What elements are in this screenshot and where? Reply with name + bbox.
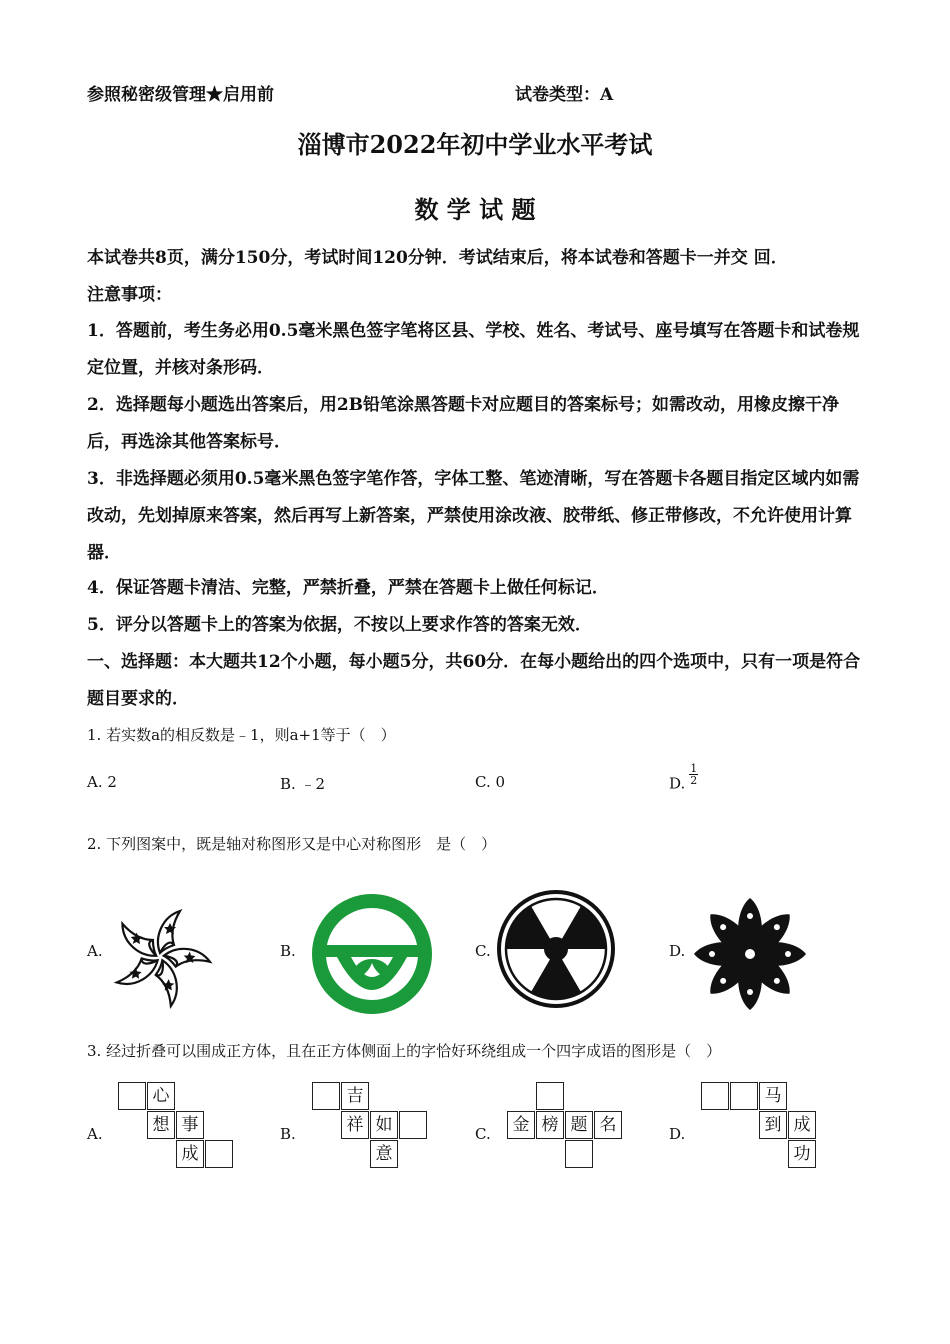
note-2: 2．选择题每小题选出答案后，用2B铅笔涂黑答题卡对应题目的答案标号；如需改动，用橡皮擦干净后，再选涂其他答案标号． [87,395,840,452]
net-cell: 成 [176,1140,204,1168]
q1-option-d[interactable] [669,762,698,796]
q1-option-c[interactable]: C. 0 [475,773,506,791]
net-cell-blank [205,1140,233,1168]
q3-option-d[interactable]: D. [669,1125,686,1143]
q3-stem: 3. 经过折叠可以围成正方体，且在正方体侧面上的字恰好环绕组成一个四字成语的图形是（ ） [87,1042,722,1060]
net-cell-blank [399,1111,427,1139]
q2-option-d[interactable]: D. [669,942,686,960]
note-5: 5．评分以答题卡上的答案为依据，不按以上要求作答的答案无效． [87,615,592,635]
net-cell-blank [565,1140,593,1168]
exam-title: 淄博市2022年初中学业水平考试 [297,130,653,159]
section-heading: 一、选择题：本大题共12个小题，每小题5分，共60分．在每小题给出的四个选项中，只有一项是符合题目要求的． [87,652,861,709]
net-cell-blank [701,1082,729,1110]
note-4: 4．保证答题卡清洁、完整，严禁折叠，严禁在答题卡上做任何标记． [87,578,609,598]
flower-emblem-figure [692,896,808,1012]
net-cell: 功 [788,1140,816,1168]
net-cell: 事 [176,1111,204,1139]
q3-option-c[interactable]: C. [475,1125,491,1143]
q1-stem: 1. 若实数a的相反数是﹣1，则a+1等于（ ） [87,726,396,744]
green-food-logo-figure [311,893,433,1015]
intro-text: 本试卷共8页，满分150分，考试时间120分钟．考试结束后，将本试卷和答题卡一并交 回． [87,248,788,268]
net-cell: 意 [370,1140,398,1168]
exam-subtitle: 数 学 试 题 [414,195,536,224]
q1-option-a[interactable]: A. 2 [87,773,117,791]
fraction-denominator: 2 [690,774,698,787]
q3-option-a[interactable]: A. [87,1125,103,1143]
q2-option-c[interactable]: C. [475,942,491,960]
net-cell-blank [118,1082,146,1110]
net-cell: 吉 [341,1082,369,1110]
paper-type-label: 试卷类型：A [515,85,614,105]
bauhinia-pinwheel-figure [105,905,215,1010]
note-3: 3．非选择题必须用0.5毫米黑色签字笔作答，字体工整、笔迹清晰，写在答题卡各题目指定区域内如需改动，先划掉原来答案，然后再写上新答案，严禁使用涂改液、胶带纸、修正带修改，不允许使用计算器． [87,469,860,563]
fraction-one-half [689,763,698,786]
net-cell: 想 [147,1111,175,1139]
net-cell-blank [536,1082,564,1110]
q2-option-a[interactable]: A. [87,942,103,960]
net-cell: 如 [370,1111,398,1139]
net-cell: 到 [759,1111,787,1139]
net-cell: 心 [147,1082,175,1110]
net-cell: 名 [594,1111,622,1139]
net-cell: 榜 [536,1111,564,1139]
notes-title: 注意事项： [87,285,172,305]
net-cell: 马 [759,1082,787,1110]
note-1: 1．答题前，考生务必用0.5毫米黑色签字笔将区县、学校、姓名、考试号、座号填写在答题卡和试卷规定位置，并核对条形码． [87,321,860,378]
radiation-symbol-figure [495,888,617,1010]
q1-option-d-label: D. [669,774,686,793]
net-cell: 题 [565,1111,593,1139]
net-cell: 祥 [341,1111,369,1139]
fraction-numerator: 1 [690,762,698,775]
q3-option-b[interactable]: B. [280,1125,296,1143]
confidential-label: 参照秘密级管理★启用前 [87,85,274,105]
net-cell-blank [312,1082,340,1110]
net-cell: 成 [788,1111,816,1139]
net-cell-blank [730,1082,758,1110]
q2-option-b[interactable]: B. [280,942,296,960]
q1-option-b[interactable]: B. ﹣2 [280,775,326,793]
net-cell: 金 [507,1111,535,1139]
q2-stem: 2. 下列图案中，既是轴对称图形又是中心对称图形 是（ ） [87,835,497,853]
